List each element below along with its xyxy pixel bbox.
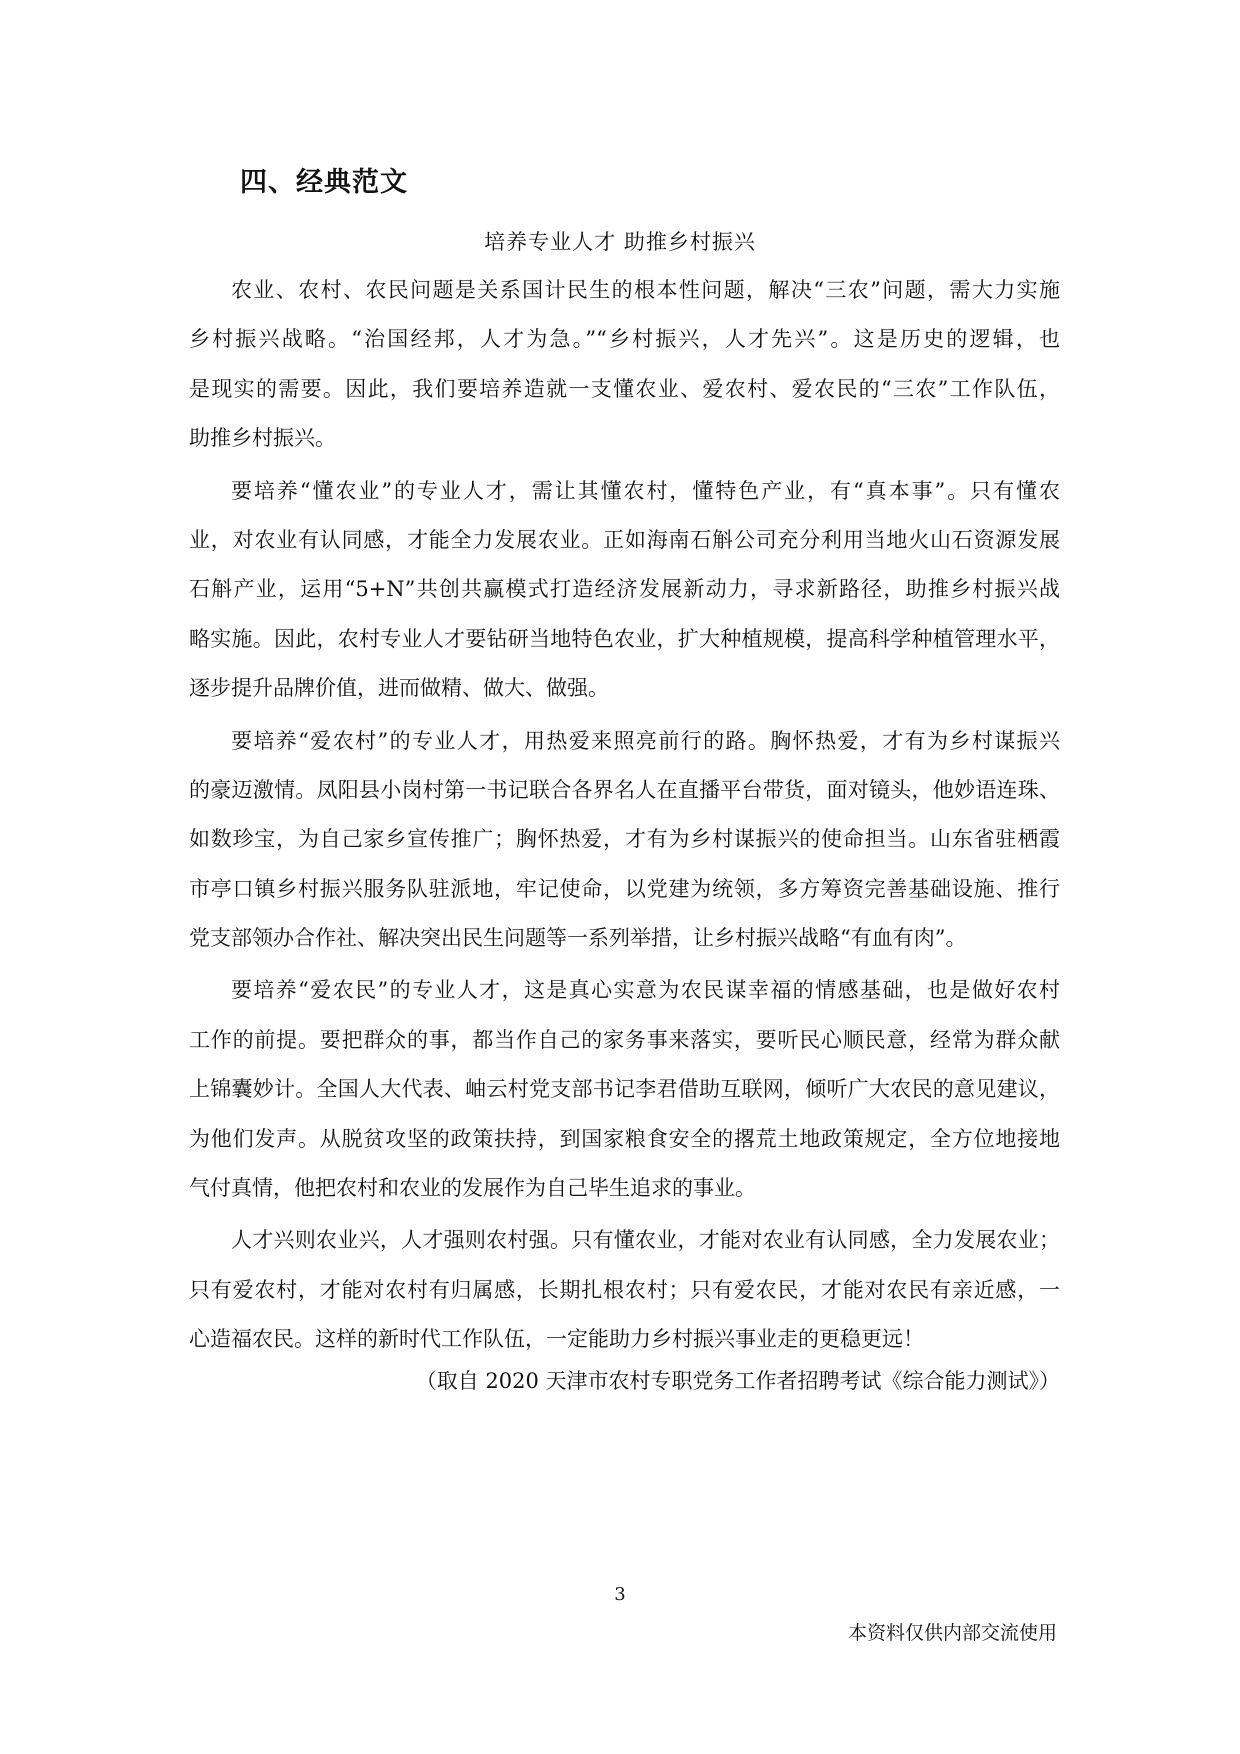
text-line: 石斛产业，运用“5+N”共创共赢模式打造经济发展新动力，寻求新路径，助推乡村振兴战 [189, 577, 1060, 602]
paragraph [189, 1216, 1060, 1364]
text-line: 农业、农村、农民问题是关系国计民生的根本性问题，解决“三农”问题，需大力实施 [231, 278, 1060, 302]
paragraph [189, 717, 1060, 964]
text-line: 助推乡村振兴。 [189, 426, 336, 451]
paragraph [189, 467, 1060, 714]
text-line: 的豪迈激情。凤阳县小岗村第一书记联合各界名人在直播平台带货，面对镜头，他妙语连珠、 [189, 777, 1060, 802]
text-line: 心造福农民。这样的新时代工作队伍，一定能助力乡村振兴事业走的更稳更远！ [189, 1327, 924, 1352]
text-line: 逐步提升品牌价值，进而做精、做大、做强。 [189, 676, 609, 701]
essay-body [189, 266, 1060, 1368]
text-line: 乡村振兴战略。“治国经邦，人才为急。”“乡村振兴，人才先兴”。这是历史的逻辑，也 [189, 327, 1060, 352]
text-line: 为他们发声。从脱贫攻坚的政策扶持，到国家粮食安全的撂荒土地政策规定，全方位地接地 [189, 1126, 1060, 1151]
text-line: 上锦囊妙计。全国人大代表、岫云村党支部书记李君借助互联网，倾听广大农民的意见建议， [189, 1077, 1060, 1102]
text-line: 要培养“懂农业”的专业人才，需让其懂农村，懂特色产业，有“真本事”。只有懂农 [231, 478, 1060, 503]
footer-note: 本资料仅供内部交流使用 [847, 1622, 1057, 1644]
text-line: 市亭口镇乡村振兴服务队驻派地，牢记使命，以党建为统领，多方筹资完善基础设施、推行 [189, 876, 1060, 901]
text-line: 要培养“爱农民”的专业人才，这是真心实意为农民谋幸福的情感基础，也是做好农村 [231, 978, 1060, 1003]
text-line: 略实施。因此，农村专业人才要钻研当地特色农业，扩大种植规模，提高科学种植管理水平， [189, 626, 1060, 651]
text-line: 党支部领办合作社、解决突出民生问题等一系列举措，让乡村振兴战略“有血有肉”。 [189, 926, 967, 951]
paragraph [189, 266, 1060, 464]
text-line: 人才兴则农业兴，人才强则农村强。只有懂农业，才能对农业有认同感，全力发展农业； [231, 1228, 1060, 1253]
text-line: 工作的前提。要把群众的事，都当作自己的家务事来落实，要听民心顺民意，经常为群众献 [189, 1027, 1060, 1052]
text-line: 要培养“爱农村”的专业人才，用热爱来照亮前行的路。胸怀热爱，才有为乡村谋振兴 [231, 728, 1060, 753]
essay-title: 培养专业人才 助推乡村振兴 [484, 230, 756, 254]
text-line: 是现实的需要。因此，我们要培养造就一支懂农业、爱农村、爱农民的“三农”工作队伍， [189, 376, 1060, 401]
text-line: 业，对农业有认同感，才能全力发展农业。正如海南石斛公司充分利用当地火山石资源发展 [189, 527, 1060, 552]
text-line: 如数珍宝，为自己家乡宣传推广；胸怀热爱，才有为乡村谋振兴的使命担当。山东省驻栖霞 [189, 827, 1060, 852]
text-line: 只有爱农村，才能对农村有归属感，长期扎根农村；只有爱农民，才能对农民有亲近感，一 [189, 1277, 1060, 1302]
source-citation: （取自 2020 天津市农村专职党务工作者招聘考试《综合能力测试》） [415, 1369, 1060, 1393]
page-number: 3 [614, 1584, 626, 1605]
paragraph [189, 966, 1060, 1213]
text-line: 气付真情，他把农村和农业的发展作为自己毕生追求的事业。 [189, 1176, 756, 1201]
section-heading: 四、经典范文 [240, 167, 408, 198]
